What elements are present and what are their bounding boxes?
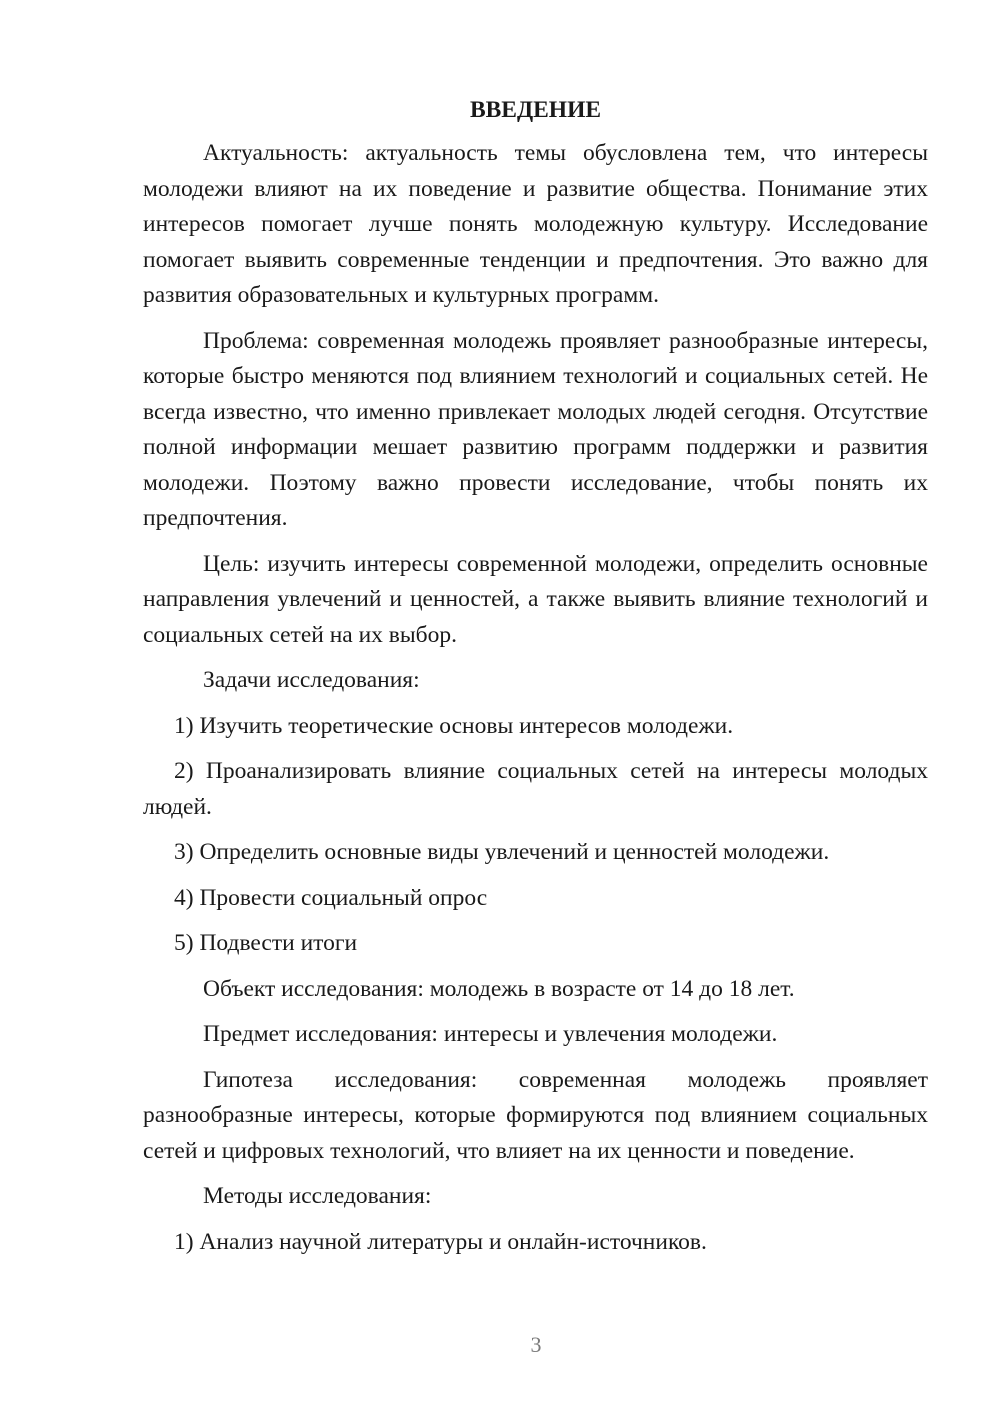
task-item: 3) Определить основные виды увлечений и ценностей молодежи. [174,839,830,865]
page-number: 3 [530,1332,542,1357]
task-item: 1) Изучить теоретические основы интересов молодежи. [174,712,734,739]
methods-heading: Методы исследования: [203,1183,432,1209]
task-item: 2) Проанализировать влияние социальных сетей на интересы молодых людей. [143,758,928,820]
task-item: 4) Провести социальный опрос [174,884,488,911]
task-item: 5) Подвести итоги [174,930,358,956]
subject-paragraph: Предмет исследования: интересы и увлечения молодежи. [203,1021,778,1047]
tasks-heading: Задачи исследования: [203,667,420,693]
page-title: ВВЕДЕНИЕ [469,97,602,123]
page-content [143,92,928,1270]
object-paragraph: Объект исследования: молодежь в возрасте от 14 до 18 лет. [203,975,795,1002]
method-item: 1) Анализ научной литературы и онлайн-источников. [174,1228,707,1255]
goal-paragraph: Цель: изучить интересы современной молодежи, определить основные направления увлечений и ценностей, а также выявить влияние технологий и социальных сетей на их выбор. [143,550,928,648]
hypothesis-paragraph: Гипотеза исследования: современная молодежь проявляет разнообразные интересы, которые формируются под влиянием социальных сетей и цифровых технологий, что влияет на их ценности и поведение. [143,1066,928,1164]
problem-paragraph: Проблема: современная молодежь проявляет разнообразные интересы, которые быстро меняются под влиянием технологий и социальных сетей. Не всегда известно, что именно привлекает молодых людей сегодня. Отсутствие полной информации мешает развитию программ поддержки и развития молодежи. Поэтому важно провести исследование, чтобы понять их предпочтения. [143,327,928,531]
relevance-paragraph: Актуальность: актуальность темы обусловлена тем, что интересы молодежи влияют на их поведение и развитие общества. Понимание этих интересов помогает лучше понять молодежную культуру. Исследование помогает выявить современные тенденции и предпочтения. Это важно для развития образовательных и культурных программ. [143,140,928,308]
